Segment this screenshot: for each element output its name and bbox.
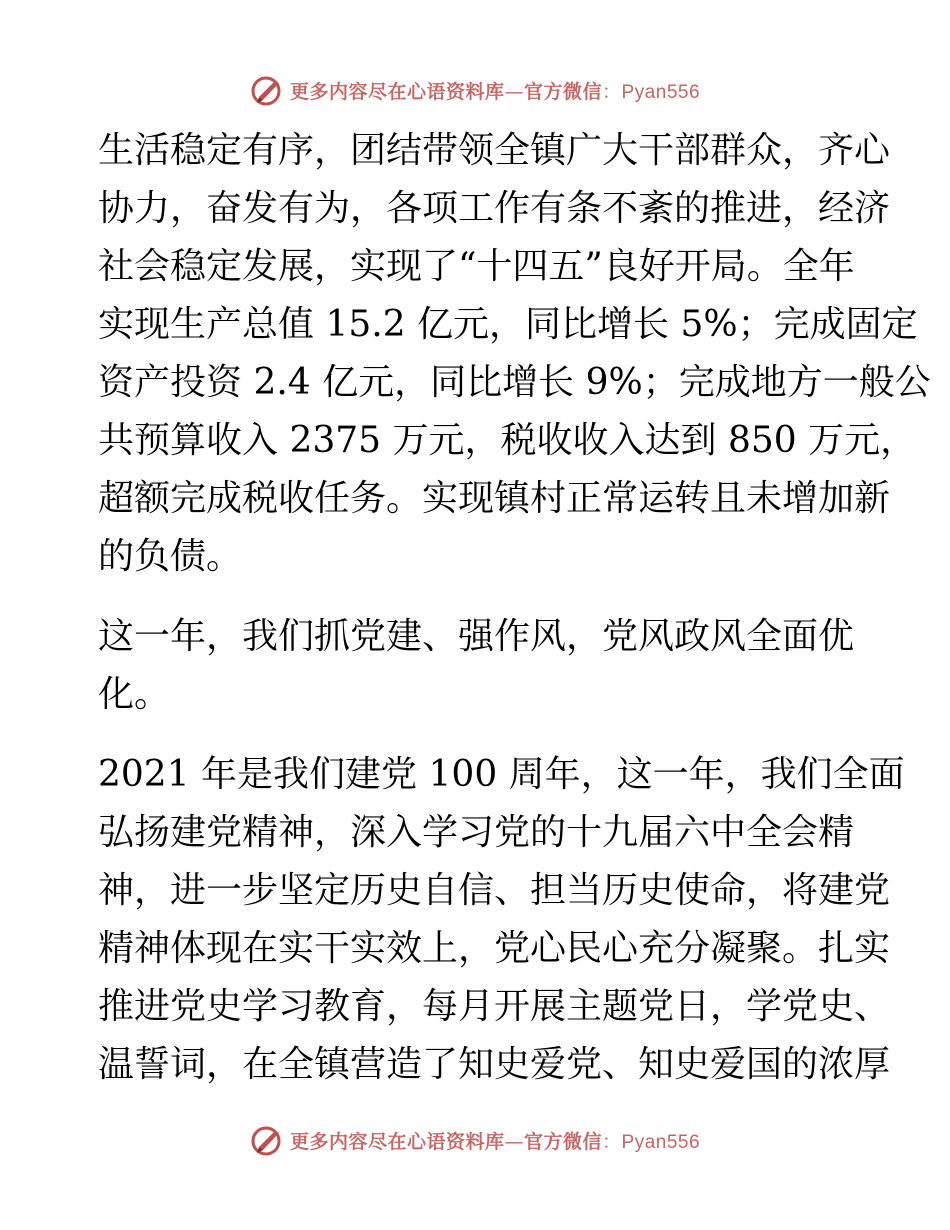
banner-wechat-label: 官方微信 <box>523 1130 602 1153</box>
footer-banner <box>0 1120 950 1160</box>
text-line: 弘扬建党精神，深入学习党的十九届六中全会精 <box>98 812 855 853</box>
text-line: 实现生产总值 15.2 亿元，同比增长 5%；完成固定 <box>98 304 918 345</box>
text-line: 2021 年是我们建党 100 周年，这一年，我们全面 <box>98 754 905 795</box>
text-line: 资产投资 2.4 亿元，同比增长 9%；完成地方一般公 <box>98 362 931 403</box>
text-line: 社会稳定发展，实现了“十四五”良好开局。全年 <box>98 246 855 287</box>
text-line: 神，进一步坚定历史自信、担当历史使命，将建党 <box>98 870 891 911</box>
paragraph-3 <box>98 746 905 1094</box>
brand-logo-icon <box>250 73 284 107</box>
text-line: 的负债。 <box>98 536 243 577</box>
banner-dash: — <box>504 80 524 103</box>
text-line: 推进党史学习教育，每月开展主题党日，学党史、 <box>98 986 891 1027</box>
banner-wechat-label: 官方微信 <box>523 80 602 103</box>
header-banner <box>0 70 950 110</box>
document-body <box>98 122 931 1094</box>
banner-colon: ： <box>602 1130 622 1153</box>
banner-colon: ： <box>602 80 622 103</box>
text-line: 协力，奋发有为，各项工作有条不紊的推进，经济 <box>98 188 891 229</box>
text-line: 温誓词，在全镇营造了知史爱党、知史爱国的浓厚 <box>98 1044 891 1085</box>
banner-dash: — <box>504 1130 524 1153</box>
brand-logo-icon <box>250 1123 284 1157</box>
text-line: 这一年，我们抓党建、强作风，党风政风全面优 <box>98 616 855 657</box>
paragraph-1 <box>98 122 931 586</box>
banner-wechat-id: Pyan556 <box>621 81 701 103</box>
banner-title: 更多内容尽在心语资料库 <box>289 1130 505 1153</box>
text-line: 共预算收入 2375 万元，税收收入达到 850 万元， <box>98 420 917 461</box>
paragraph-2 <box>98 608 858 724</box>
banner-title: 更多内容尽在心语资料库 <box>289 80 505 103</box>
text-line: 化。 <box>98 674 171 715</box>
banner-wechat-id: Pyan556 <box>621 1131 701 1153</box>
text-line: 生活稳定有序，团结带领全镇广大干部群众，齐心 <box>98 130 891 171</box>
text-line: 精神体现在实干实效上，党心民心充分凝聚。扎实 <box>98 928 891 969</box>
text-line: 超额完成税收任务。实现镇村正常运转且未增加新 <box>98 478 891 519</box>
